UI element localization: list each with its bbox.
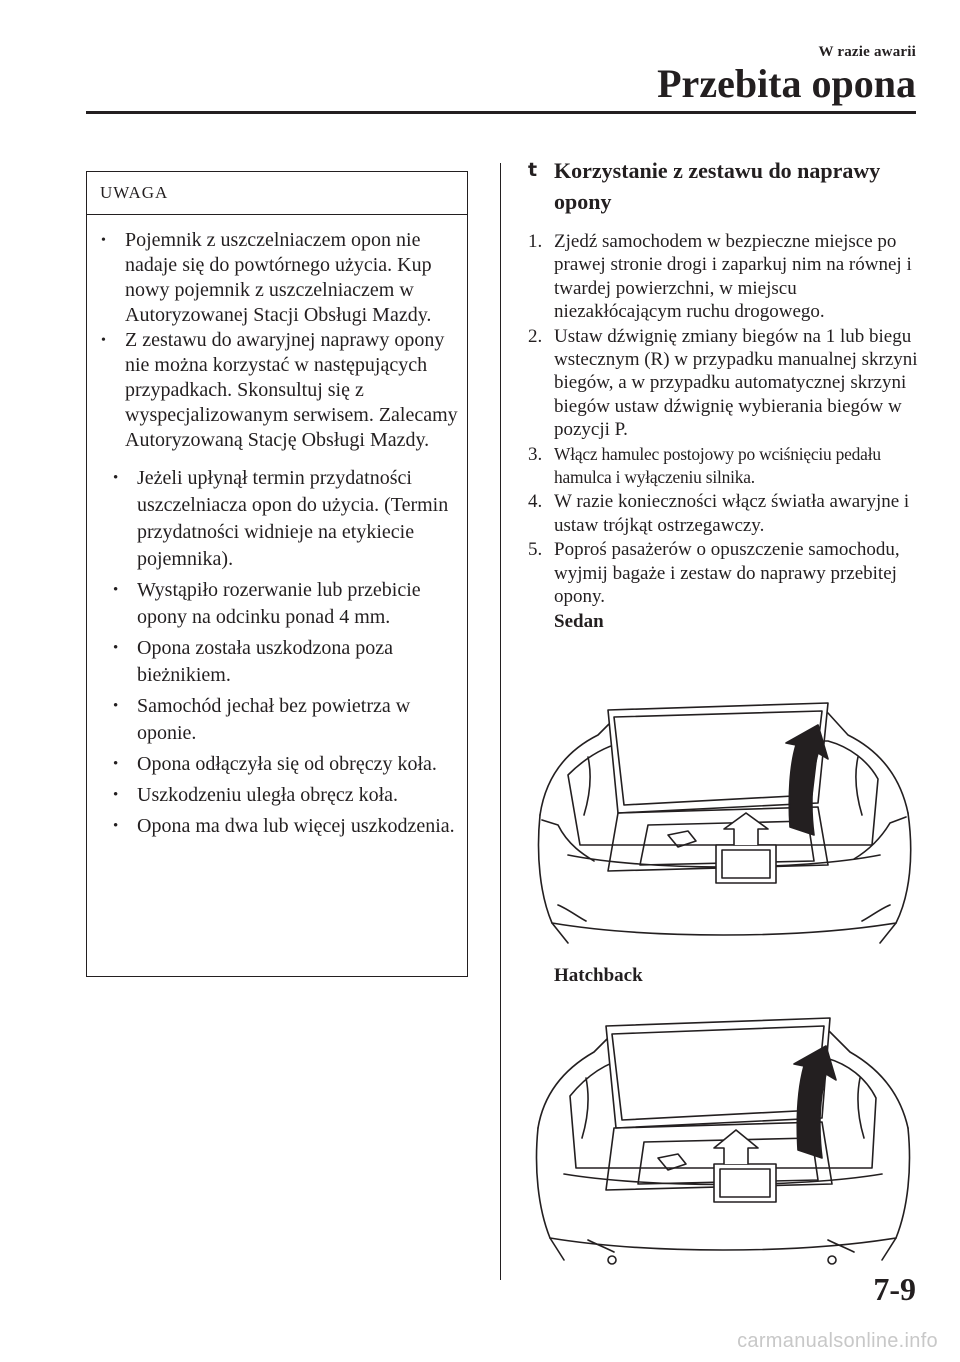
hatchback-label: Hatchback	[554, 965, 643, 986]
caution-bullet	[101, 228, 459, 328]
bullet-icon: •	[113, 640, 119, 656]
section-heading-text: Korzystanie z zestawu do naprawy opony	[554, 158, 881, 214]
bullet-icon: •	[113, 787, 119, 803]
section-heading	[528, 155, 918, 217]
instructions-column	[528, 155, 918, 634]
step-text: W razie konieczności włącz światła awaryjne i ustaw trójkąt ostrzegawczy.	[554, 491, 910, 536]
step-number: 2.	[528, 325, 543, 347]
caution-subbullet	[113, 782, 459, 809]
bullet-icon: •	[113, 470, 119, 486]
step-number: 5.	[528, 539, 543, 561]
bullet-icon: •	[113, 698, 119, 714]
caution-subbullet-text: Opona została uszkodzona poza bieżnikiem.	[137, 637, 394, 686]
running-header-title: Przebita opona	[657, 61, 916, 106]
step-text: Zjedź samochodem w bezpieczne miejsce po prawej stronie drogi i zaparkuj nim na równej i twardej powierzchni, w miejscu niezakłócającym ruchu drogowego.	[554, 231, 912, 323]
caution-subbullet	[113, 635, 459, 689]
caution-subbullet	[113, 751, 459, 778]
step-list	[528, 230, 918, 609]
step-text: Ustaw dźwignię zmiany biegów na 1 lub biegu wstecznym (R) w przypadku manualnej skrzyni biegów, a w przypadku automatycznej skrzyni biegów ustaw dźwignię wybierania biegów w pozycji P.	[554, 325, 918, 441]
caution-box	[86, 171, 468, 977]
running-header-section: W razie awarii	[818, 44, 916, 60]
caution-subbullet-text: Samochód jechał bez powietrza w oponie.	[137, 695, 411, 744]
watermark: carmanualsonline.info	[737, 1330, 938, 1352]
caution-title: UWAGA	[87, 172, 467, 215]
page-number: 7-9	[873, 1271, 916, 1307]
step-number: 4.	[528, 491, 543, 513]
column-divider	[500, 163, 501, 1280]
caution-bullet-text: Z zestawu do awaryjnej naprawy opony nie można korzystać w następujących przypadkach. Skonsultuj się z wyspecjalizowanym serwisem. Zalecamy Autoryzowaną Stację Obsługi Mazdy.	[125, 329, 458, 451]
bullet-icon: •	[113, 818, 119, 834]
sedan-trunk-illustration	[528, 695, 918, 950]
caution-subbullet-text: Wystąpiło rozerwanie lub przebicie opony na odcinku ponad 4 mm.	[137, 579, 421, 628]
caution-subbullet-text: Jeżeli upłynął termin przydatności uszczelniacza opon do użycia. (Termin przydatności widnieje na etykiecie pojemnika).	[137, 467, 449, 570]
sedan-label: Sedan	[554, 610, 604, 632]
caution-subbullet-text: Opona ma dwa lub więcej uszkodzenia.	[137, 815, 455, 837]
bullet-icon: •	[113, 756, 119, 772]
caution-subbullet-text: Uszkodzeniu uległa obręcz koła.	[137, 784, 399, 806]
bullet-icon: •	[113, 582, 119, 598]
step-number: 3.	[528, 443, 543, 465]
header-rule	[86, 111, 916, 114]
caution-body	[87, 215, 467, 840]
step-item	[528, 538, 918, 608]
bullet-icon: •	[101, 333, 106, 348]
hatchback-trunk-illustration	[528, 1008, 918, 1270]
caution-subbullet	[113, 465, 459, 573]
caution-subbullet	[113, 813, 459, 840]
step-number: 1.	[528, 231, 543, 252]
step-item	[528, 443, 918, 490]
step-item	[528, 325, 918, 442]
caution-bullet	[101, 328, 459, 453]
step-text: Poproś pasażerów o opuszczenie samochodu, wyjmij bagaże i zestaw do naprawy przebitej opony.	[554, 539, 900, 608]
step-item	[528, 230, 918, 324]
caution-subbullet	[113, 693, 459, 747]
step-item	[528, 490, 918, 537]
caution-bullet-text: Pojemnik z uszczelniaczem opon nie nadaje się do powtórnego użycia. Kup nowy pojemnik z uszczelniaczem w Autoryzowanej Stacji Obsługi Mazdy.	[125, 229, 432, 326]
step-text: Włącz hamulec postojowy po wciśnięciu pedału hamulca i wyłączeniu silnika.	[554, 443, 881, 488]
bullet-icon: •	[101, 233, 106, 248]
section-marker-icon: t	[528, 159, 538, 181]
caution-subbullet-list	[101, 465, 459, 840]
caution-subbullet	[113, 577, 459, 631]
caution-subbullet-text: Opona odłączyła się od obręczy koła.	[137, 753, 437, 775]
